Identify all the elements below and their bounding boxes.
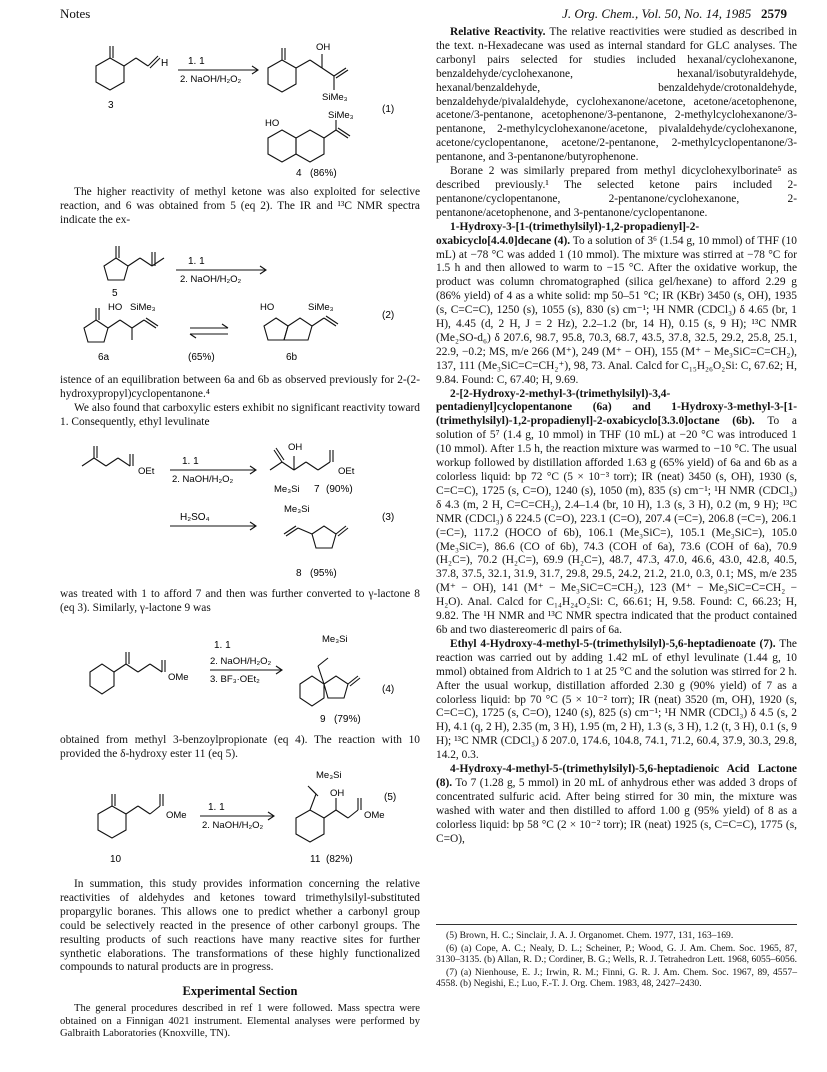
left-para-1 [60,186,420,228]
paragraph-compound-8 [436,763,797,846]
scheme-eq5 [60,766,420,872]
journal-citation: J. Org. Chem., Vol. 50, No. 14, 1985 [562,6,752,21]
scheme5-ome-2: OMe [364,810,385,821]
paragraph-body: The relative reactivities were studied as described in the text. n-Hexadecane was used as internal standard for GLC analyses. The carbonyl pairs selected for studies included hexanal/cyclohexanone, benzaldehyde/cyclohexanone, hexanal/isobutyraldehyde, hexanal/benzaldehyde, benzaldehyde/crotonaldehyde, benzaldehyde/pivalaldehyde, cyclohexanone/acetone, acetone/acetophenone, acetone/3-pentanone, acetophenone/3-pentanone, 2-methylcyclohexanone/3-pentanone, 2-methylcyclohexanone/acetone, pivalaldehyde/cyclohexanone, acetone/cyclopentanone, acetone/2-pentanone, 2-methylcyclopentanone/3-pentanone, and 3-pentanone/butyrophenone. [436,26,797,164]
scheme4-reagent3: 3. BF₃·OEt₂ [210,674,260,685]
paragraph-compound-4 [436,221,797,388]
scheme2-eq-number: (2) [382,310,395,321]
paragraph: In summation, this study provides information concerning the relative reactivities of aldehydes and ketones toward trimethylsilyl-substituted propargylic boranes. This allows one to predict whether a carbonyl group could be selectively reacted in the presence of other carbonyl groups. The resulting products of such reactions have many reactive sites for further synthetic elaborations. The transformations of these highly functionalized compounds to natural products are in progress. [60,878,420,974]
running-header-section: Notes [60,6,91,21]
scheme1-aldehyde-h: H [161,58,169,69]
paragraph: obtained from methyl 3-benzoylpropionate (eq 4). The reaction with 10 provided the δ-hydroxy ester 11 (eq 5). [60,734,420,760]
scheme-eq4-drawing [60,622,420,728]
scheme5-reagent2: 2. NaOH/H₂O₂ [202,820,264,831]
paragraph: We also found that carboxylic esters exhibit no significant reactivity toward 1. Consequently, ethyl levulinate [60,401,420,428]
scheme2-reagent1: 1. 1 [188,256,205,267]
scheme-eq1-drawing [60,30,420,178]
paragraph-compound-6 [436,388,797,638]
scheme4-yield9: (79%) [334,714,361,725]
paragraph: The higher reactivity of methyl ketone was also exploited for selective reaction, and 6 was obtained from 5 (eq 2). The IR and ¹³C NMR spectra indicate the ex- [60,186,420,226]
scheme5-sm10: 10 [110,854,122,865]
scheme3-yield7: (90%) [326,484,353,495]
footnote: (6) (a) Cope, A. C.; Nealy, D. L.; Scheiner, P.; Wood, G. J. Am. Chem. Soc. 1965, 87, 3130–3135. (b) Allan, R. D.; Cordiner, B. G.; Wells, R. J. Tetrahedron Lett. 1968, 6055–6056. [436,942,798,966]
scheme2-a-number: 6a [98,352,110,363]
scheme3-prod7: 7 [314,484,320,495]
scheme3-eq-number: (3) [382,512,395,523]
scheme-eq1 [60,30,420,178]
scheme5-eq-number: (5) [384,792,397,803]
left-para-5 [60,734,420,762]
page-number: 2579 [761,6,787,21]
footnote: (7) (a) Nienhouse, E. J.; Irwin, R. M.; Finni, G. R. J. Am. Chem. Soc. 1967, 89, 4557–4558. (b) Negishi, E.; Luo, F.-T. J. Org. Chem. 1983, 48, 2427–2430. [436,966,797,990]
scheme1-ho-label: HO [265,118,280,129]
run-in-head: Ethyl 4-Hydroxy-4-methyl-5-(trimethylsilyl)-5,6-heptadienoate (7). [450,637,776,650]
scheme3-reagent3: H₂SO₄ [180,512,210,523]
scheme4-eq-number: (4) [382,684,395,695]
scheme2-sime3-b: SiMe₃ [308,302,334,313]
scheme4-reagent2: 2. NaOH/H₂O₂ [210,656,272,667]
paragraph-body: The reaction was carried out by adding 1.42 mL of ethyl levulinate (1.44 g, 10 mmol) obtained from Aldrich to 1 at 25 °C and the solution was stirred for 2 h. After the usual workup, distillation afforded 2.30 g (90% yield) of 7 as a colorless liquid: bp 70 °C (5 × 10⁻² torr); IR (neat) 3520 (m, OH), 1920 (s, C=C=C), 1725 (s, C=O), 1240 (s), 825 (s) cm⁻¹; ¹H NMR (CDCl₃) δ 4.5 (s, 2 H), 4.1 (q, 2 H), 2.35 (m, 3 H), 1.95 (m, 2 H), 1.3 (s, 3 H), 1.2 (t, 3 H), 0.1 (s, 9 H); ¹³C NMR (CDCl₃) δ 207.0, 174.6, 104.8, 74.1, 71.2, 60.4, 37.9, 30.3, 29.8, 14.2, 0.3. [436,637,797,762]
run-in-head: 4-Hydroxy-4-methyl-5-(trimethylsilyl)-5,6-heptadienoic Acid Lactone (8). [436,763,797,789]
scheme2-b-number: 6b [286,352,298,363]
paragraph-compound-7 [436,638,797,763]
scheme2-reagent2: 2. NaOH/H₂O₂ [180,274,242,285]
scheme-eq3-drawing [60,434,420,582]
scheme3-oet-2: OEt [338,466,355,477]
scheme1-yield: (86%) [310,168,337,178]
scheme5-oh: OH [330,788,345,799]
section-title: Experimental Section [182,984,298,999]
scheme1-reagent2: 2. NaOH/H₂O₂ [180,74,242,85]
paragraph: The general procedures described in ref 1 were followed. Mass spectra were obtained on a Finnigan 4021 instrument. Elemental analyses were performed by Galbraith Laboratories (Knoxville, TN). [60,1003,420,1040]
scheme-eq2 [60,236,420,366]
right-column [436,26,797,846]
scheme1-sime3-label: SiMe₃ [322,92,348,103]
scheme5-prod11: 11 [310,854,321,865]
scheme2-ho-b: HO [260,302,275,313]
paragraph: Borane 2 was similarly prepared from methyl dicyclohexylborinate⁵ as described previously.¹ The selected ketone pairs included 2-pentanone/cyclopentanone, 2-pentanone/cyclohexanone, 2-pentanone/acetophenone, and 3-pentanone/cyclopentanone. [436,165,797,219]
scheme4-reagent1: 1. 1 [214,640,231,651]
scheme-eq4 [60,622,420,728]
paragraph: istence of an equilibration between 6a and 6b as observed previously for 2-(2-hydroxypropyl)cyclopentanone.⁴ [60,374,420,400]
scheme3-oh: OH [288,442,303,453]
scheme5-reagent1: 1. 1 [208,802,225,813]
scheme1-sm-number: 3 [108,100,114,111]
paragraph-body: To 7 (1.28 g, 5 mmol) in 20 mL of anhydrous ether was added 3 drops of concentrated sulfuric acid. After being stirred for 30 min, the mixture was washed with water and then distilled to afford 1.00 g (95% yield) of 8 as a colorless liquid: bp 58 °C (2 × 10⁻² torr); IR (neat) 1925 (s, C=C=C), 1775 (s, C=O), [436,776,797,845]
scheme3-reagent1: 1. 1 [182,456,199,467]
scheme2-sime3-a: SiMe₃ [130,302,156,313]
run-in-head: 2-[2-Hydroxy-2-methyl-3-(trimethylsilyl)-3,4-pentadienyl]cyclopentanone (6a) and 1-Hydroxy-3-methyl-3-[1-(trimethylsilyl)-1,2-propadienyl]-2-oxabicyclo[3.3.0]octane (6b). [436,387,797,428]
scheme2-yield: (65%) [188,352,215,363]
paragraph: was treated with 1 to afford 7 and then was further converted to γ-lactone 8 (eq 3). Similarly, γ-lactone 9 was [60,588,420,614]
footnotes [436,930,797,991]
paragraph-relative-reactivity [436,26,797,165]
footnote: (5) Brown, H. C.; Sinclair, J. A. J. Organomet. Chem. 1977, 131, 163–169. [446,930,734,941]
run-in-head: 1-Hydroxy-3-[1-(trimethylsilyl)-1,2-propadienyl]-2-oxabicyclo[4.4.0]decane (4). [436,220,700,247]
left-para-2 [60,374,420,430]
footnote-rule [436,924,797,925]
scheme1-prod-number: 4 [296,168,302,178]
scheme3-oet: OEt [138,466,155,477]
run-in-head: Relative Reactivity. [450,26,546,38]
scheme5-ome: OMe [166,810,187,821]
paragraph-body: To a solution of 3⁶ (1.54 g, 10 mmol) of THF (10 mL) at −78 °C was added 1 (10 mmol). The mixture was stirred at −78 °C for 1.5 h and then allowed to warm to −15 °C. After the oxidative workup, the product was column chromatographed (silica gel/hexane) to afford 2.29 g (86% yield) of 4 as a white solid: mp 50–51 °C; IR (KBr) 3450 (s, OH), 1935 (s, C=C=C), 1250 (s), 1055 (s), 830 (s) cm⁻¹; ¹H NMR (CDCl₃) δ 4.65 (br, 1 H), 4.45 (d, 2 H, J = 2 Hz), 2.2–1.2 (br, 14 H), 0.15 (s, 9 H); ¹³C NMR (Me₂SO-d₆) δ 207.6, 98.7, 95.8, 70.3, 68.7, 43.5, 37.8, 32.5, 29.2, 25.8, 25.1, 22.9, −0.2; MS, m/e 266 (M⁺), 249 (M⁺ − OH), 155 (M⁺ − Me₃SiC=C=CH₂), 137, 111 (Me₃SiC=C=CH₂⁺), 98, 73. Anal. Calcd for C₁₅H₂₆O₂Si: C, 67.62; H, 9.84. Found: C, 67.40; H, 9.69. [436,234,797,386]
scheme3-me3si: Me₃Si [274,484,300,495]
scheme3-prod8: 8 [296,568,302,579]
scheme-eq5-drawing [60,766,420,872]
scheme4-prod9: 9 [320,714,326,725]
scheme5-me3si: Me₃Si [316,770,342,781]
scheme5-yield11: (82%) [326,854,353,865]
scheme-eq2-drawing [60,236,420,366]
running-header-journal [562,6,787,22]
paragraph-body: To a solution of 5⁷ (1.4 g, 10 mmol) in THF (10 mL) at −20 °C was introduced 1 (10 mmol). After 1.5 h, the reaction mixture was warmed to −10 °C. The usual workup followed by distillation afforded 1.63 g (65% yield) of 6a and 6b as a colorless liquid: bp 72 °C (5 × 10⁻³ torr); IR (neat) 3450 (s, OH), 1930 (s, C=C=C), 1725 (s, C=O), 1240 (s), 1050 (m), 835 (s) cm⁻¹; ¹H NMR (CDCl₃) δ 4.3 (m, 2 H, C=C=CH₂), 2.4–1.4 (br, 10 H), 1.3 (s, 3 H), 0.2 (m, 9 H); ¹³C NMR (CDCl₃) δ 224.5 (C=O), 223.1 (C=O), 207.4 (=C=), 206.8 (=C=), 206.1 (=C=), 117.2 (HOCO of 6b), 106.1 (Me₃SiC=), 105.1 (Me₃SiC=), 105.0 (Me₃SiC=), 86.6 (CO of 6b), 74.3 (COH of 6a), 73.6 (COH of 6a), 70.9 (H₂C=), 70.2 (H₂C=), 69.9 (H₂C=), 48.7, 47.3, 47.0, 46.6, 43.0, 42.8, 40.5, 37.8, 37.5, 32.1, 31.9, 31.7, 29.8, 29.5, 24.2, 21.2, 21.0, 0.3, 0.1; MS, m/e 235 (M⁺ − OH), 141 (M⁺ − Me₃SiC=C=CH₂), 123 (M⁺ − Me₃SiC=C=CH₂ − H₂O). Anal. Calcd for C₁₄H₂₄O₂Si: C, 66.61; H, 9.58. Found: C, 66.23; H, 9.82. The ¹H NMR and ¹³C NMR spectra indicated that the product contained 6b and two diastereomeric dl pairs of 6a. [436,415,797,636]
scheme1-reagent1: 1. 1 [188,56,205,67]
scheme3-me3si-2: Me₃Si [284,504,310,515]
scheme1-sime3-label-2: SiMe₃ [328,110,354,121]
scheme2-ho-a: HO [108,302,123,313]
scheme-eq3 [60,434,420,582]
scheme1-eq-number: (1) [382,104,395,115]
scheme3-reagent2: 2. NaOH/H₂O₂ [172,474,234,485]
scheme3-yield8: (95%) [310,568,337,579]
scheme4-me3si: Me₃Si [322,634,348,645]
left-para-4 [60,588,420,616]
scheme4-ome: OMe [168,672,189,683]
left-para-6 [60,878,420,1041]
scheme2-sm-number: 5 [112,288,118,299]
scheme1-oh-label: OH [316,42,331,53]
